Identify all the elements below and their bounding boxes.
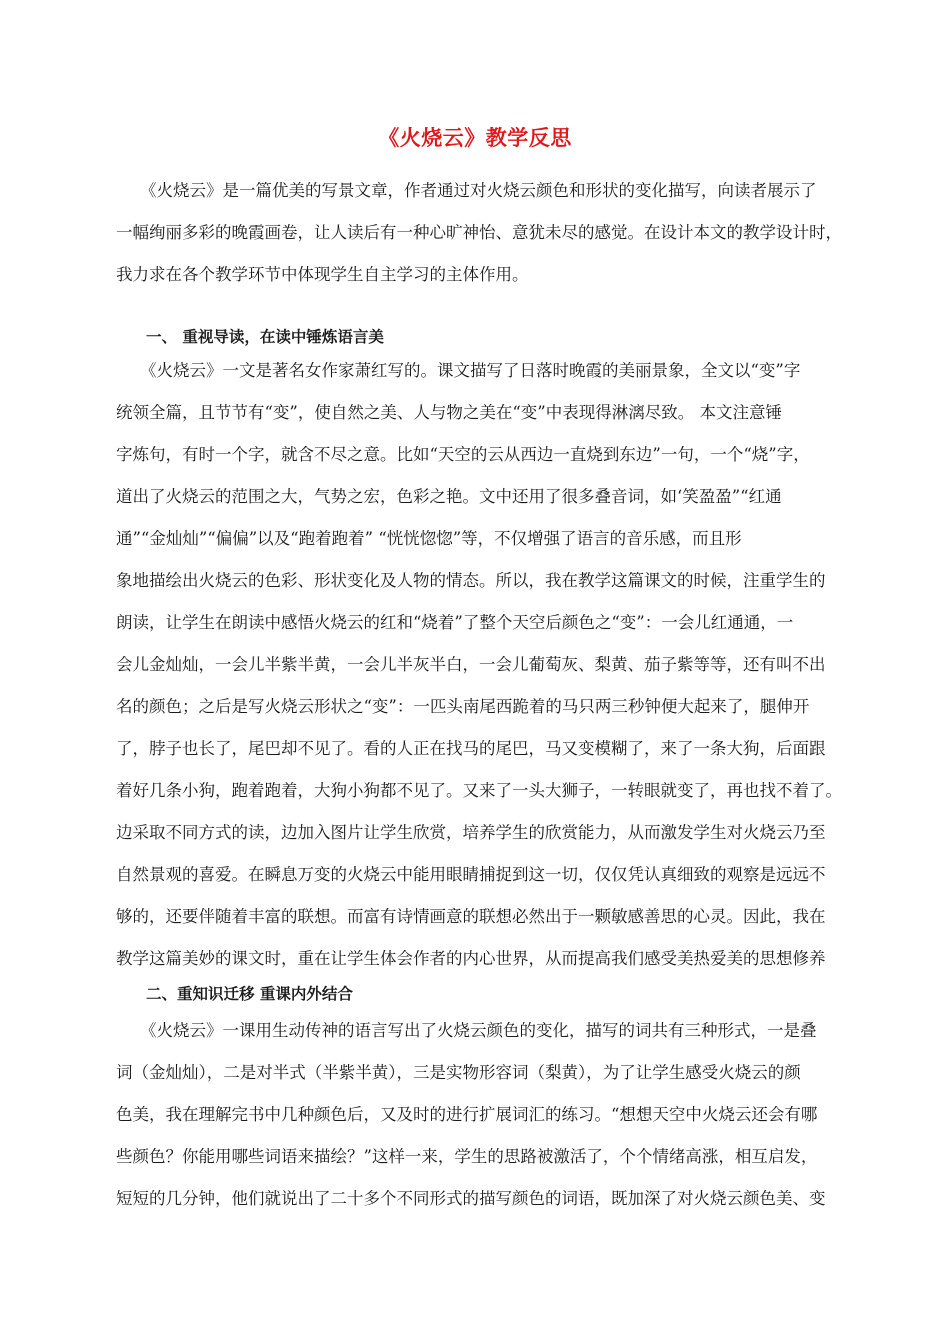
section1-line-11: 着好几条小狗，跑着跑着，大狗小狗都不见了。又来了一头大狮子，一转眼就变了，再也找不着了。 [116, 781, 842, 800]
intro-line-3: 我力求在各个教学环节中体现学生自主学习的主体作用。 [116, 265, 529, 284]
section1-line-12: 边采取不同方式的读，边加入图片让学生欣赏，培养学生的欣赏能力，从而激发学生对火烧云乃至 [116, 823, 826, 842]
intro-line-2: 一幅绚丽多彩的晚霞画卷，让人读后有一种心旷神怡、意犹未尽的感觉。在设计本文的教学设计时， [116, 223, 842, 242]
section2-line-1: 《火烧云》一课用生动传神的语言写出了火烧云颜色的变化，描写的词共有三种形式，一是叠 [140, 1021, 817, 1040]
section1-line-9: 名的颜色；之后是写火烧云形状之“变”：一匹头南尾西跪着的马只两三秒钟便大起来了，腿伸开 [116, 697, 810, 716]
section1-line-13: 自然景观的喜爱。在瞬息万变的火烧云中能用眼睛捕捉到这一切，仅仅凭认真细致的观察是远远不 [116, 865, 826, 884]
section1-line-6: 象地描绘出火烧云的色彩、形状变化及人物的情态。所以，我在教学这篇课文的时候，注重学生的 [116, 571, 826, 590]
section1-line-1: 《火烧云》一文是著名女作家萧红写的。课文描写了日落时晚霞的美丽景象，全文以“变”字 [140, 361, 801, 380]
section2-line-5: 短短的几分钟，他们就说出了二十多个不同形式的描写颜色的词语，既加深了对火烧云颜色美、变 [116, 1189, 826, 1208]
section1-line-14: 够的，还要伴随着丰富的联想。而富有诗情画意的联想必然出于一颗敏感善思的心灵。因此，我在 [116, 907, 826, 926]
section2-heading: 二、重知识迁移 重课内外结合 [146, 985, 353, 1003]
section1-heading: 一、 重视导读，在读中锤炼语言美 [146, 328, 384, 346]
section2-line-3: 色美，我在理解完书中几种颜色后，又及时的进行扩展词汇的练习。“想想天空中火烧云还会有哪 [116, 1105, 818, 1124]
section2-line-2: 词（金灿灿），二是对半式（半紫半黄），三是实物形容词（梨黄），为了让学生感受火烧云的颜 [116, 1063, 801, 1082]
section1-line-10: 了，脖子也长了，尾巴却不见了。看的人正在找马的尾巴，马又变模糊了，来了一条大狗，后面跟 [116, 739, 826, 758]
document-title: 《火烧云》教学反思 [378, 125, 572, 150]
section1-line-4: 道出了火烧云的范围之大，气势之宏，色彩之艳。文中还用了很多叠音词，如‘笑盈盈”“红通 [116, 487, 782, 506]
section1-line-3: 字炼句，有时一个字，就含不尽之意。比如“天空的云从西边一直烧到东边”一句，一个“烧”字， [116, 445, 810, 464]
intro-line-1: 《火烧云》是一篇优美的写景文章，作者通过对火烧云颜色和形状的变化描写，向读者展示了 [140, 181, 817, 200]
section1-line-8: 会儿金灿灿，一会儿半紫半黄，一会儿半灰半白，一会儿葡萄灰、梨黄、茄子紫等等，还有叫不出 [116, 655, 826, 674]
section1-line-7: 朗读，让学生在朗读中感悟火烧云的红和“烧着”了整个天空后颜色之“变”：一会儿红通通，一 [116, 613, 794, 632]
section1-line-15: 教学这篇美妙的课文时，重在让学生体会作者的内心世界，从而提高我们感受美热爱美的思想修养 [116, 949, 826, 968]
section1-line-2: 统领全篇，且节节有“变”，使自然之美、人与物之美在“变”中表现得淋漓尽致。 本文注意锤 [116, 403, 782, 422]
section2-line-4: 些颜色？你能用哪些词语来描绘？”这样一来，学生的思路被激活了，个个情绪高涨，相互启发， [116, 1147, 818, 1166]
section1-line-5: 通”“金灿灿”“偏偏”以及“跑着跑着” “恍恍惚惚”等，不仅增强了语言的音乐感，而且形 [116, 529, 742, 548]
